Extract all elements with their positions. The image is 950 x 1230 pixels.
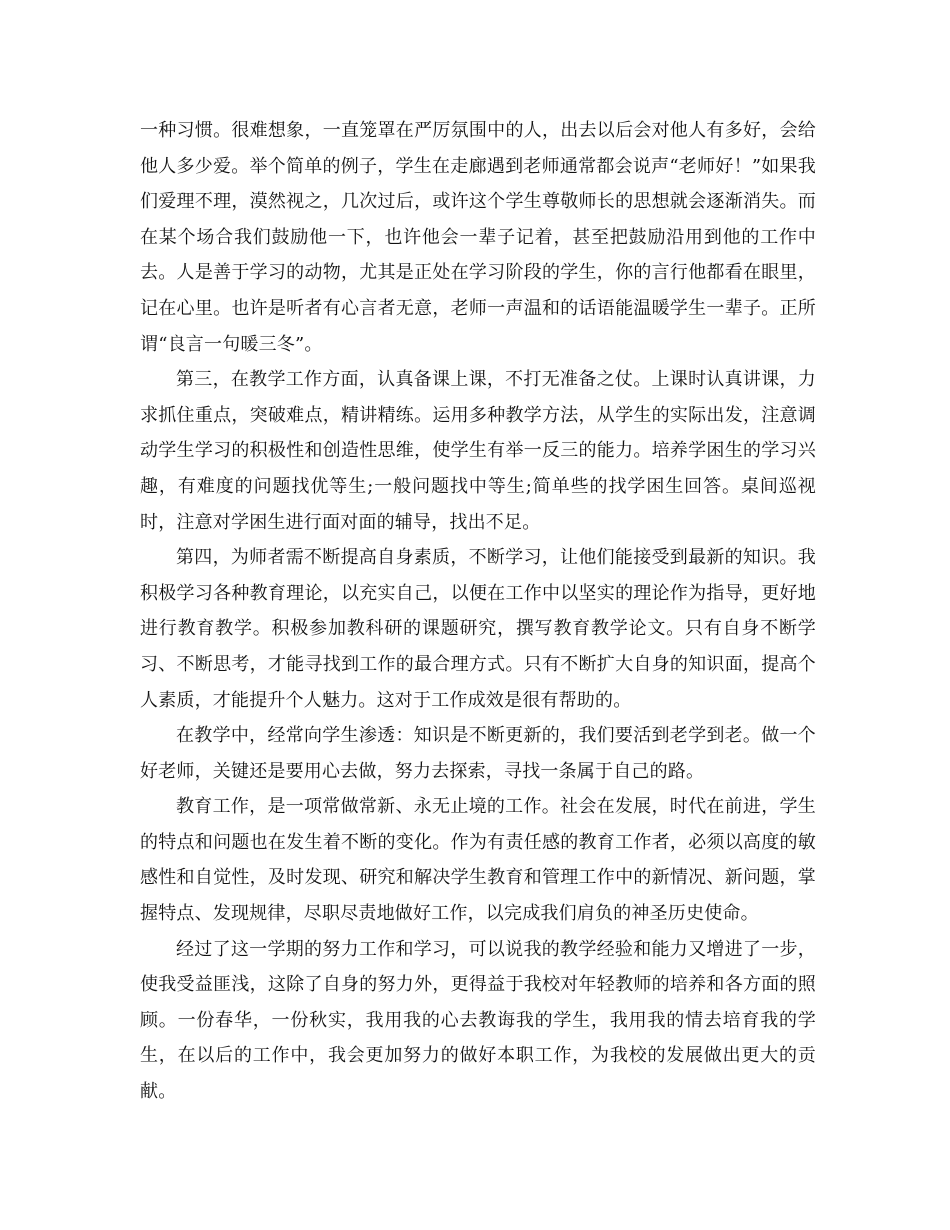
paragraph-4: 在教学中，经常向学生渗透：知识是不断更新的，我们要活到老学到老。做一个好老师，关键还是要用心去做，努力去探索，寻找一条属于自己的路。	[140, 725, 816, 782]
paragraph-2: 第三，在教学工作方面，认真备课上课，不打无准备之仗。上课时认真讲课，力求抓住重点，突破难点，精讲精练。运用多种教学方法，从学生的实际出发，注意调动学生学习的积极性和创造性思维，使学生有举一反三的能力。培养学困生的学习兴趣，有难度的问题找优等生;一般问题找中等生;简单些的找学困生回答。桌间巡视时，注意对学困生进行面对面的辅导，找出不足。	[140, 369, 816, 533]
paragraph-6: 经过了这一学期的努力工作和学习，可以说我的教学经验和能力又增进了一步，使我受益匪浅，这除了自身的努力外，更得益于我校对年轻教师的培养和各方面的照顾。一份春华，一份秋实，我用我的心去教诲我的学生，我用我的情去培育我的学生，在以后的工作中，我会更加努力的做好本职工作，为我校的发展做出更大的贡献。	[140, 938, 816, 1103]
document-body	[140, 113, 816, 1110]
paragraph-5: 教育工作，是一项常做常新、永无止境的工作。社会在发展，时代在前进，学生的特点和问题也在发生着不断的变化。作为有责任感的教育工作者，必须以高度的敏感性和自觉性，及时发现、研究和解决学生教育和管理工作中的新情况、新问题，掌握特点、发现规律，尽职尽责地做好工作，以完成我们肩负的神圣历史使命。	[140, 796, 816, 925]
paragraph-1: 一种习惯。很难想象，一直笼罩在严厉氛围中的人，出去以后会对他人有多好，会给他人多少爱。举个简单的例子，学生在走廊遇到老师通常都会说声“老师好！”如果我们爱理不理，漠然视之，几次过后，或许这个学生尊敬师长的思想就会逐渐消失。而在某个场合我们鼓励他一下，也许他会一辈子记着，甚至把鼓励沿用到他的工作中去。人是善于学习的动物，尤其是正处在学习阶段的学生，你的言行他都看在眼里，记在心里。也许是听者有心言者无意，老师一声温和的话语能温暖学生一辈子。正所谓“良言一句暖三冬”。	[140, 120, 816, 355]
paragraph-3: 第四，为师者需不断提高自身素质，不断学习，让他们能接受到最新的知识。我积极学习各种教育理论，以充实自己，以便在工作中以坚实的理论作为指导，更好地进行教育教学。积极参加教科研的课题研究，撰写教育教学论文。只有自身不断学习、不断思考，才能寻找到工作的最合理方式。只有不断扩大自身的知识面，提高个人素质，才能提升个人魅力。这对于工作成效是很有帮助的。	[140, 547, 816, 711]
